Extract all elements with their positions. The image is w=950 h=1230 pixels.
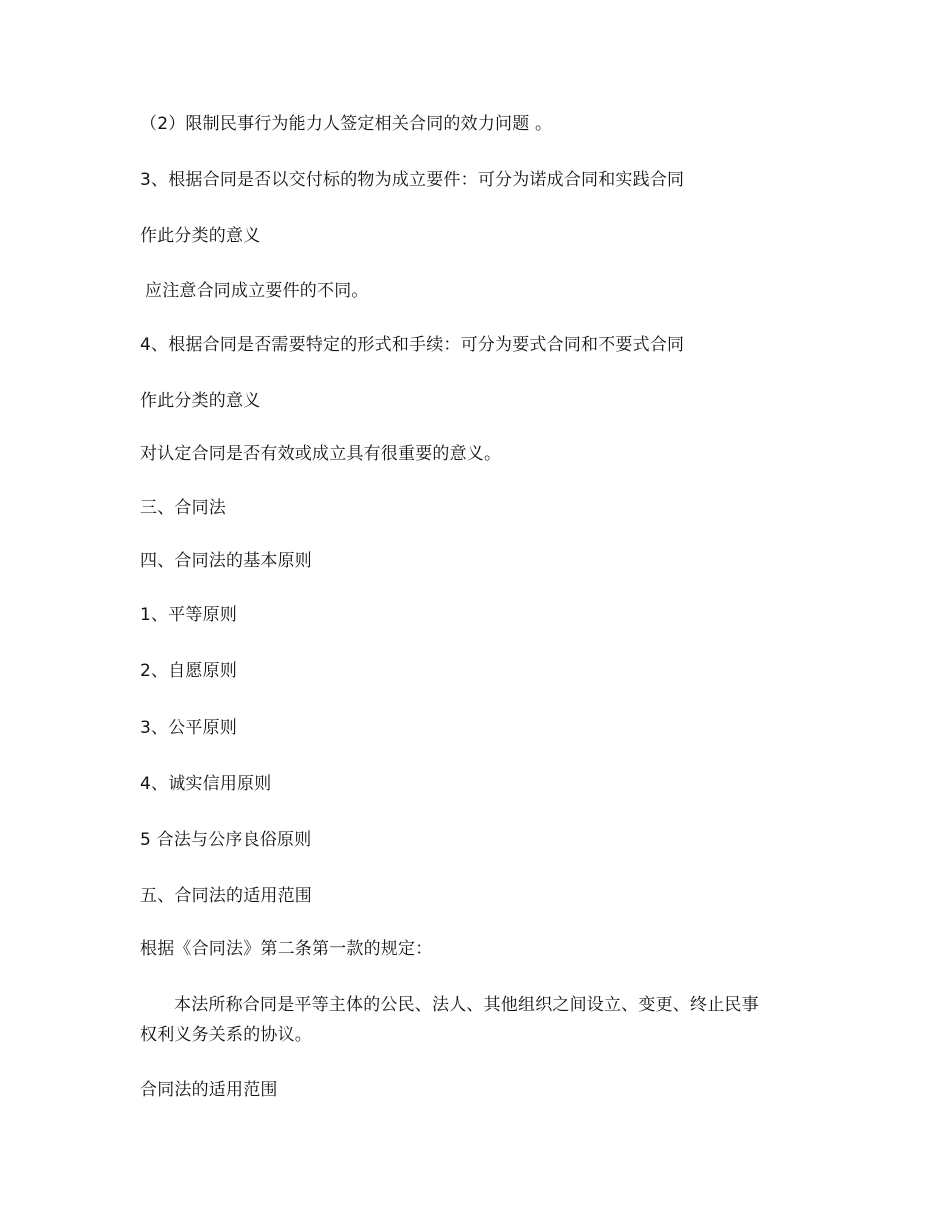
text-line-3: 作此分类的意义 bbox=[140, 226, 261, 246]
text-line-8: 三、合同法 bbox=[140, 498, 226, 518]
text-line-16: 根据《合同法》第二条第一款的规定： bbox=[140, 939, 433, 959]
text-line-17: 本法所称合同是平等主体的公民、法人、其他组织之间设立、变更、终止民事 bbox=[174, 995, 759, 1015]
text-line-15: 五、合同法的适用范围 bbox=[140, 886, 312, 906]
text-line-14: 5 合法与公序良俗原则 bbox=[140, 830, 312, 850]
text-line-2: 3、根据合同是否以交付标的物为成立要件：可分为诺成合同和实践合同 bbox=[140, 170, 685, 190]
text-line-18: 权利义务关系的协议。 bbox=[140, 1025, 312, 1045]
text-line-4: 应注意合同成立要件的不同。 bbox=[145, 281, 369, 301]
text-line-19: 合同法的适用范围 bbox=[140, 1080, 278, 1100]
text-line-7: 对认定合同是否有效或成立具有很重要的意义。 bbox=[140, 444, 502, 464]
text-line-6: 作此分类的意义 bbox=[140, 391, 261, 411]
text-line-9: 四、合同法的基本原则 bbox=[140, 551, 312, 571]
text-line-13: 4、诚实信用原则 bbox=[140, 774, 272, 794]
text-line-10: 1、平等原则 bbox=[140, 605, 238, 625]
text-line-12: 3、公平原则 bbox=[140, 718, 238, 738]
text-line-11: 2、自愿原则 bbox=[140, 661, 238, 681]
text-line-1: （2）限制民事行为能力人签定相关合同的效力问题 。 bbox=[140, 114, 553, 134]
text-line-5: 4、根据合同是否需要特定的形式和手续：可分为要式合同和不要式合同 bbox=[140, 335, 685, 355]
